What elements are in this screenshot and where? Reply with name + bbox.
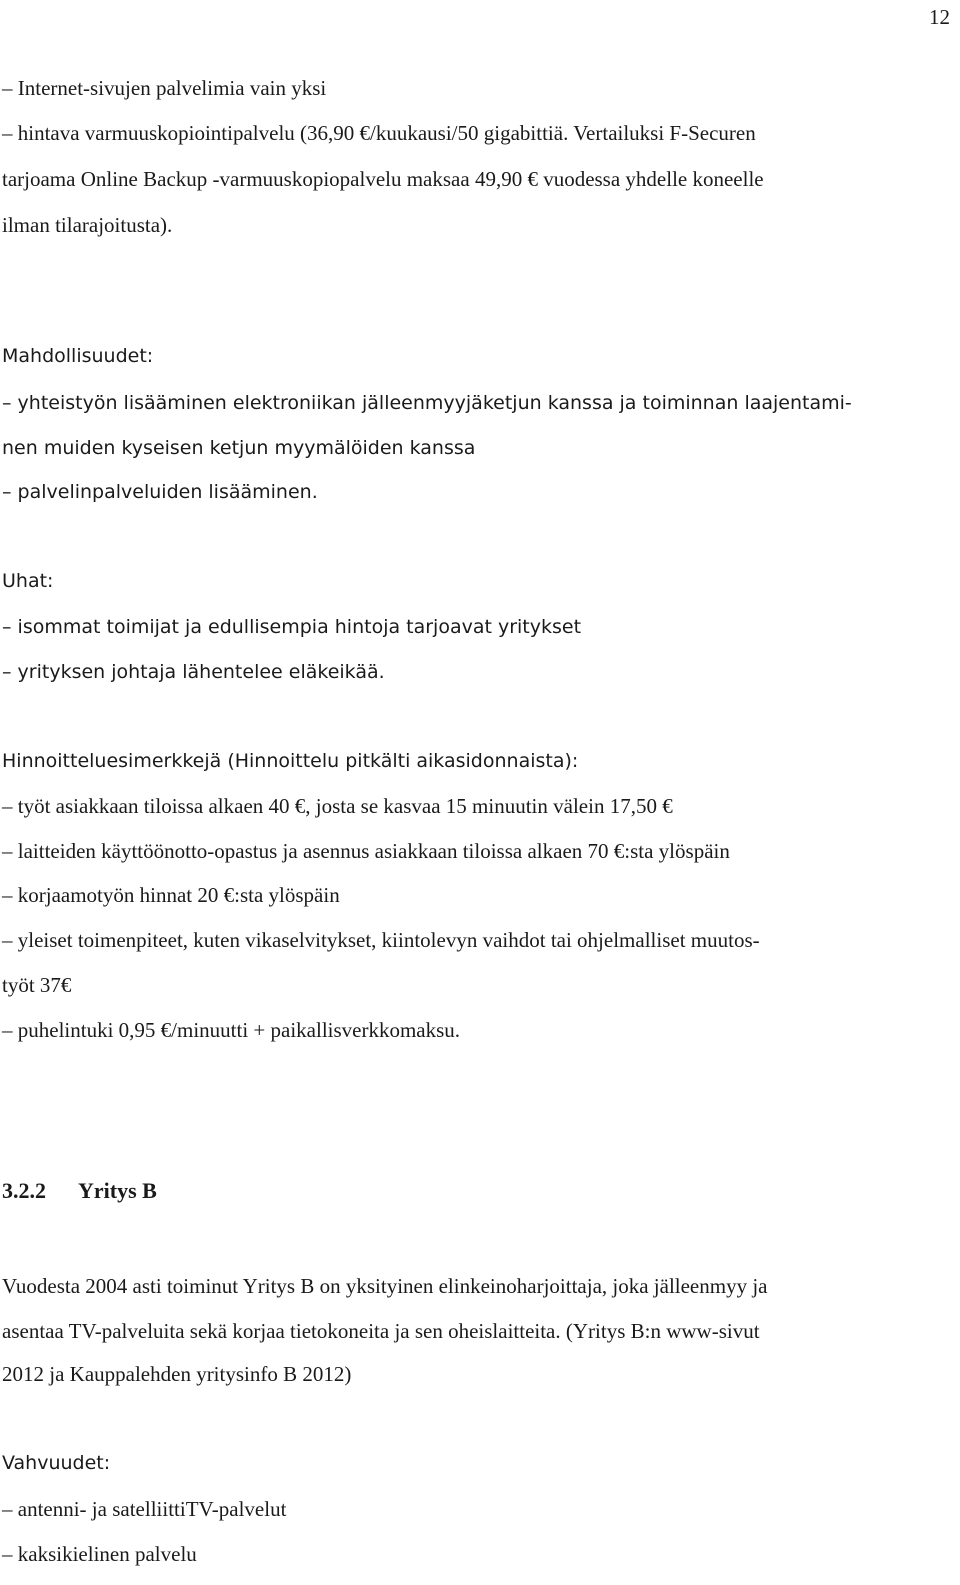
page-number: 12 (929, 5, 950, 29)
threats-heading: Uhat: (2, 570, 54, 592)
strengths-list-item: – kaksikielinen palvelu (2, 1542, 197, 1566)
opportunities-heading: Mahdollisuudet: (2, 345, 154, 367)
intro-list-item-continuation: tarjoama Online Backup -varmuuskopiopalvelu maksaa 49,90 € vuodessa yhdelle koneelle (2, 167, 764, 191)
section-number: 3.2.2 (2, 1178, 46, 1203)
pricing-list-item: – laitteiden käyttöönotto-opastus ja asennus asiakkaan tiloissa alkaen 70 €:sta ylöspäin (2, 839, 730, 863)
strengths-list-item: – antenni- ja satelliittiTV-palvelut (2, 1497, 287, 1521)
threats-list-item: – isommat toimijat ja edullisempia hintoja tarjoavat yritykset (2, 616, 582, 638)
strengths-heading: Vahvuudet: (2, 1452, 111, 1474)
intro-list-item: – hintava varmuuskopiointipalvelu (36,90 €/kuukausi/50 gigabittiä. Vertailuksi F-Securen (2, 121, 756, 145)
section-title: Yritys B (78, 1178, 157, 1203)
pricing-list-item: – korjaamotyön hinnat 20 €:sta ylöspäin (2, 883, 340, 907)
pricing-list-item: – yleiset toimenpiteet, kuten vikaselvitykset, kiintolevyn vaihdot tai ohjelmalliset muutos- (2, 928, 760, 952)
pricing-list-item: – puhelintuki 0,95 €/minuutti + paikallisverkkomaksu. (2, 1018, 461, 1042)
intro-list-item: – Internet-sivujen palvelimia vain yksi (2, 76, 327, 100)
pricing-heading: Hinnoitteluesimerkkejä (Hinnoittelu pitkälti aikasidonnaista): (2, 750, 579, 772)
opportunities-list-item-continuation: nen muiden kyseisen ketjun myymälöiden kanssa (2, 437, 476, 459)
pricing-list-item: – työt asiakkaan tiloissa alkaen 40 €, josta se kasvaa 15 minuutin välein 17,50 € (2, 794, 673, 818)
intro-list-item-continuation: ilman tilarajoitusta). (2, 213, 173, 237)
pricing-list-item-continuation: työt 37€ (2, 973, 72, 997)
threats-list-item: – yrityksen johtaja lähentelee eläkeikää. (2, 661, 385, 683)
company-paragraph-line: asentaa TV-palveluita sekä korjaa tietokoneita ja sen oheislaitteita. (Yritys B:n www-sivut (2, 1319, 760, 1343)
company-paragraph-line: Vuodesta 2004 asti toiminut Yritys B on yksityinen elinkeinoharjoittaja, joka jälleenmyy ja (2, 1274, 768, 1298)
opportunities-list-item: – yhteistyön lisääminen elektroniikan jälleenmyyjäketjun kanssa ja toiminnan laajentami- (2, 392, 852, 414)
section-heading (2, 1176, 157, 1206)
opportunities-list-item: – palvelinpalveluiden lisääminen. (2, 481, 318, 503)
company-paragraph-line: 2012 ja Kauppalehden yritysinfo B 2012) (2, 1362, 352, 1386)
